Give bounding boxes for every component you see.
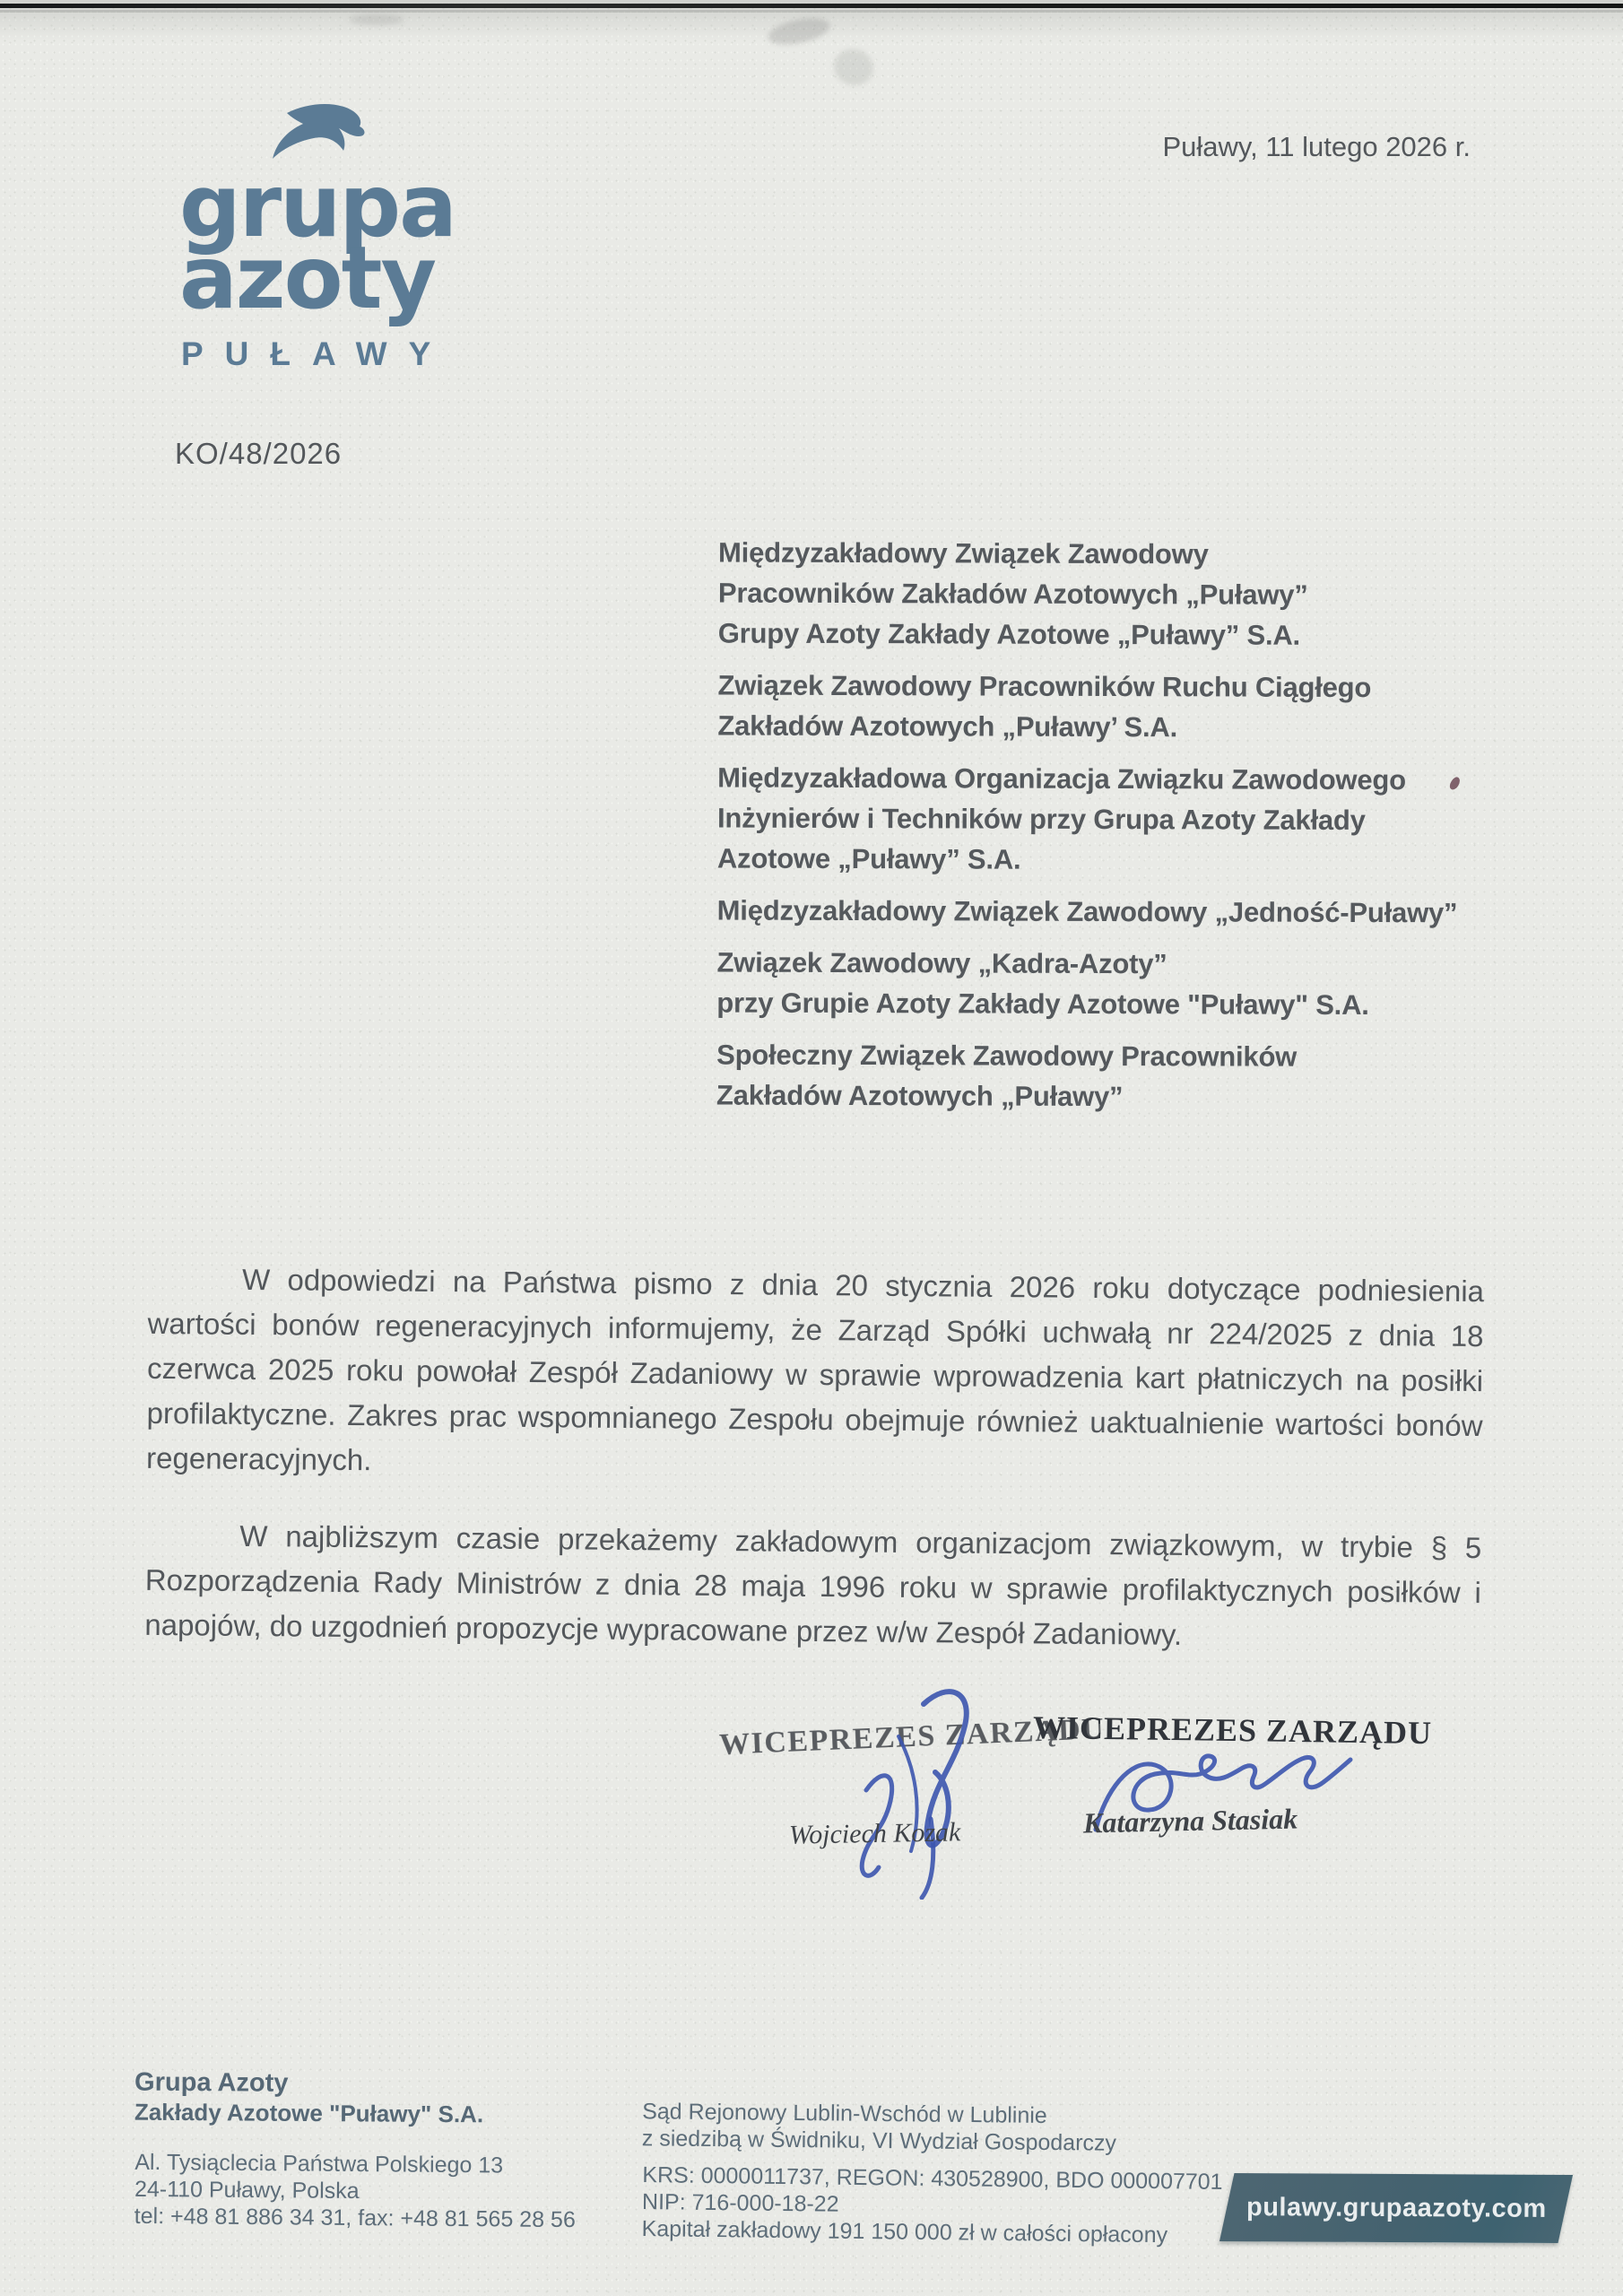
recipient-line: Społeczny Związek Zawodowy Pracowników <box>716 1039 1298 1073</box>
footer-street: Al. Tysiąclecia Państwa Polskiego 13 <box>135 2149 504 2179</box>
recipient-line: Zakładów Azotowych „Puławy’ S.A. <box>717 709 1178 744</box>
pencil-smudge <box>350 14 404 25</box>
recipient-group <box>718 533 1489 657</box>
recipient-line: Grupy Azoty Zakłady Azotowe „Puławy” S.A. <box>717 617 1301 651</box>
recipient-address-block <box>716 533 1489 1130</box>
recipient-group <box>716 1034 1488 1118</box>
recipient-group <box>717 757 1488 881</box>
logo-brand-line2: azoty <box>179 228 436 328</box>
letter-body <box>144 1257 1484 1692</box>
signer-name-left: Wojciech Kozak <box>788 1817 961 1850</box>
scanner-edge-line <box>0 4 1623 8</box>
footer-numbers-block <box>641 2161 1222 2249</box>
footer-court-line2: z siedzibą w Świdniku, VI Wydział Gospodarczy <box>641 2126 1117 2156</box>
recipient-group <box>717 890 1488 933</box>
recipient-line: Pracowników Zakładów Azotowych „Puławy” <box>717 577 1308 611</box>
recipient-group <box>717 665 1488 749</box>
footer-address-block <box>135 2149 577 2233</box>
signature-title-right: WICEPREZES ZARZĄDU <box>1032 1709 1433 1752</box>
logo-brand-line1: grupa <box>179 156 456 257</box>
footer-company-name: Grupa Azoty <box>135 2067 289 2098</box>
recipient-line: Międzyzakładowy Związek Zawodowy <box>718 536 1209 570</box>
footer-registry-block <box>642 2098 1117 2157</box>
recipient-line: Inżynierów i Techników przy Grupa Azoty Zakłady <box>716 802 1366 837</box>
handwritten-signature-left <box>834 1684 1040 1900</box>
website-banner <box>1219 2173 1573 2243</box>
logo-location-label: PUŁAWY <box>181 335 453 372</box>
footer-capital: Kapitał zakładowy 191 150 000 zł w całości opłacony <box>641 2216 1168 2248</box>
recipient-line: Związek Zawodowy „Kadra-Azoty” <box>716 946 1167 980</box>
pencil-smudge <box>829 44 878 91</box>
website-url: pulawy.grupaazoty.com <box>1245 2192 1547 2223</box>
footer-nip: NIP: 716-000-18-22 <box>641 2189 839 2217</box>
recipient-line: Międzyzakładowa Organizacja Związku Zawodowego <box>717 761 1406 796</box>
footer-city: 24-110 Puławy, Polska <box>134 2176 360 2205</box>
recipient-line: Międzyzakładowy Związek Zawodowy „Jedność-Puławy” <box>716 894 1458 929</box>
pencil-smudge <box>766 13 832 49</box>
footer-company-block <box>135 2067 484 2129</box>
letter-date: Puławy, 11 lutego 2026 r. <box>1162 131 1471 162</box>
body-paragraph-1: W odpowiedzi na Państwa pismo z dnia 20 stycznia 2026 roku dotyczące podniesienia wartości bonów regeneracyjnych informujemy, że Zarząd Spółki uchwałą nr 224/2025 z dnia 18 czerwca 2025 roku powołał Zespół Zadaniowy w sprawie wprowadzenia kart płatniczych na posiłki profilaktyczne. Zakres prac wspomnianego Zespołu obejmuje również uaktualnienie wartości bonów regeneracyjnych. <box>145 1262 1485 1477</box>
recipient-line: Azotowe „Puławy” S.A. <box>716 842 1021 875</box>
footer-phone-fax: tel: +48 81 886 34 31, fax: +48 81 565 28 56 <box>134 2203 576 2233</box>
signature-title-left: WICEPREZES ZARZĄDU <box>718 1712 1106 1761</box>
footer-court-line1: Sąd Rejonowy Lublin-Wschód w Lublinie <box>642 2099 1047 2128</box>
recipient-line: przy Grupie Azoty Zakłady Azotowe "Puławy" S.A. <box>716 987 1369 1022</box>
signer-name-right: Katarzyna Stasiak <box>1082 1802 1298 1839</box>
reference-number: KO/48/2026 <box>175 437 343 470</box>
footer-company-legal-name: Zakłady Azotowe "Puławy" S.A. <box>134 2098 484 2128</box>
body-paragraph-2: W najbliższym czasie przekażemy zakładowym organizacjom związkowym, w trybie § 5 Rozporządzenia Rady Ministrów z dnia 28 maja 1996 roku w sprawie profilaktycznych posiłków i napojów, do uzgodnień propozycje wypracowane przez w/w Zespół Zadaniowy. <box>144 1518 1482 1651</box>
recipient-line: Zakładów Azotowych „Puławy” <box>716 1079 1124 1113</box>
recipient-group <box>716 942 1488 1025</box>
recipient-line: Związek Zawodowy Pracowników Ruchu Ciągłego <box>717 669 1372 704</box>
scanner-edge-shadow <box>0 10 1623 13</box>
footer-krs-regon-bdo: KRS: 0000011737, REGON: 430528900, BDO 000007701 <box>642 2162 1223 2195</box>
